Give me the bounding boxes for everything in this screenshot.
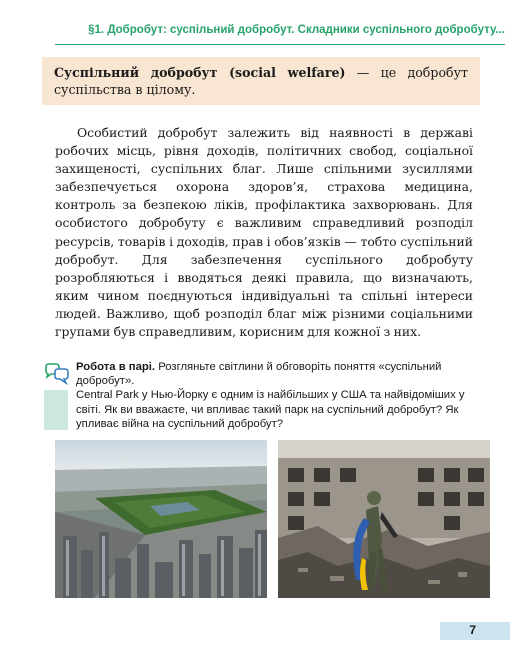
war-destruction-photo [278,440,490,598]
task-side-bar [44,390,68,430]
definition-term: Суспільний добробут (social welfare) [54,65,346,80]
definition-text [54,64,468,98]
pair-work-task [76,360,481,431]
main-paragraph: Особистий добробут залежить від наявності в державі робочих місць, рівня доходів, політичних свобод, соціальної захищеності, суспільних благ. Лише спільними зусиллями забезпечується охорона здоров’я, страхова медицина, контроль за безпекою ліків, профілактика захворювань. Для особистого добробуту є важливим справедливий розподіл ресурсів, товарів і доходів, прав і обов’язків — тобто суспільний добробут. Для забезпечення суспільного добробуту розробляються і вводяться деякі правила, що визначають, яким чином поєднуються індивідуальні та спільні інтереси людей. Важливо, щоб розподіл благ між різними соціальними групами був справедливим, корисним для кожної з них. [55,125,473,340]
definition-box [42,57,480,105]
page-number: 7 [469,623,476,637]
task-title: Робота в парі. [76,361,156,373]
definition-body: — це добробут суспільства в цілому. [54,65,468,97]
task-intro: Розгляньте світлини й обговоріть поняття «суспільний добробут». [76,361,442,388]
task-intro-line [76,360,481,388]
task-question: Central Park у Нью-Йорку є одним із найбільших у США та найвідоміших у світі. Як ви вважаєте, чи впливає такий парк на суспільний добробут? Як упливає війна на суспільний добробут? [76,389,465,430]
central-park-photo [55,440,267,598]
page-number-box [440,622,510,640]
header-title: §1. Добробут: суспільний добробут. Складники суспільного добробуту... [88,24,505,36]
pair-work-icon [44,363,70,385]
running-header [55,22,505,45]
